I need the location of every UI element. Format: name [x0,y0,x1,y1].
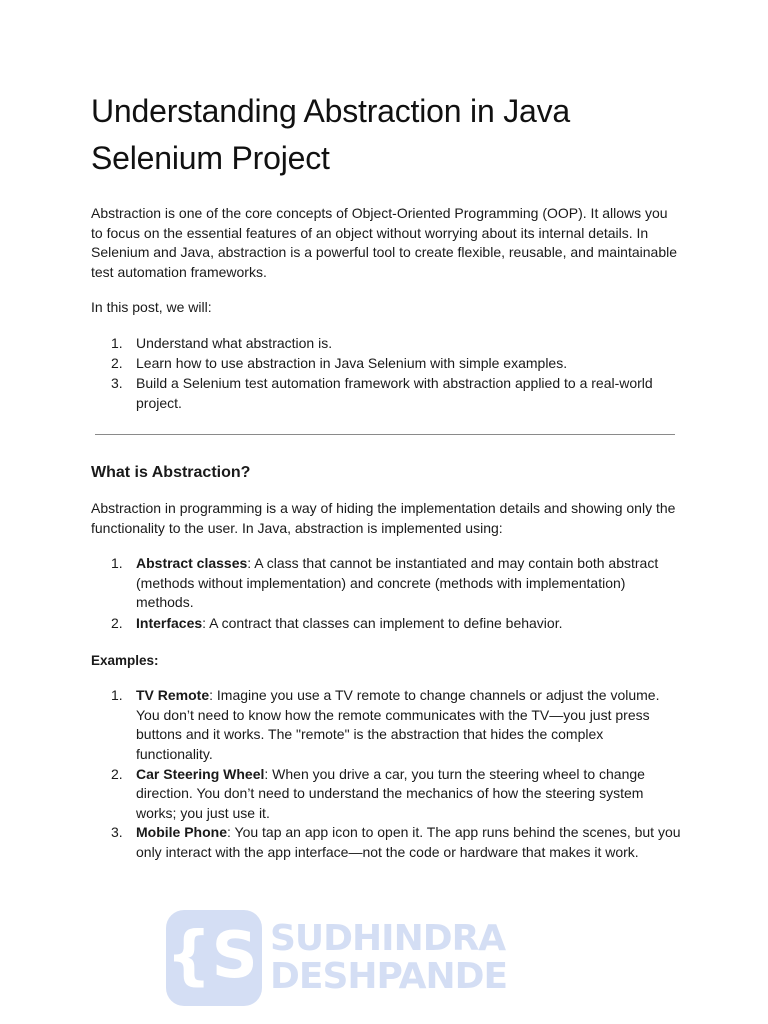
list-item: 1. TV Remote: Imagine you use a TV remote to change channels or adjust the volume. You don’t need to know how the remote communicates with the TV—you just press buttons and it works. The "remote" is the abstraction that hides the complex functionality. [111,687,660,762]
term: TV Remote [136,687,210,704]
document-page [91,88,681,860]
list-item: 3. Build a Selenium test automation framework with abstraction applied to a real-world project. [111,375,653,411]
brand-name-line1: SUDHINDRA [270,918,506,959]
list-item: 1. Abstract classes: A class that cannot be instantiated and may contain both abstract (methods without implementation) and concrete (methods with implementation) methods. [111,555,659,611]
list-item: 2. Interfaces: A contract that classes can implement to define behavior. [111,614,563,631]
abstraction-section [91,499,681,863]
in-this-post-text: In this post, we will: [91,299,212,316]
page-title: Understanding Abstraction in Java Selenium Project [91,93,571,176]
examples-label: Examples: [91,652,159,668]
intro-paragraph: Abstraction is one of the core concepts of Object-Oriented Programming (OOP). It allows you to focus on the essential features of an object without worrying about its internal details. In Selenium and Java, abstraction is a powerful tool to create flexible, reusable, and maintainable test automation frameworks. [91,205,678,280]
watermark-logo [166,906,508,1006]
term: Car Steering Wheel [136,765,265,782]
section-divider [95,434,675,435]
list-item: 2. Car Steering Wheel: When you drive a car, you turn the steering wheel to change direction. You don’t need to understand the mechanics of how the steering system works; you just use it. [111,765,645,821]
list-item: 1. Understand what abstraction is. [111,334,333,351]
list-item: 2. Learn how to use abstraction in Java Selenium with simple examples. [111,355,568,372]
brand-name-line2: DESHPANDE [270,956,508,997]
brand-logo-glyph: {S} [166,919,304,993]
examples-list [91,686,681,862]
list-item: 3. Mobile Phone: You tap an app icon to open it. The app runs behind the scenes, but you only interact with the app interface—not the code or hardware that makes it work. [111,824,681,860]
section-lead-paragraph: Abstraction in programming is a way of hiding the implementation details and showing only the functionality to the user. In Java, abstraction is implemented using: [91,500,676,536]
term: Abstract classes [136,555,248,572]
term: Interfaces [136,614,203,631]
brand-name [270,920,507,996]
term: Mobile Phone [136,824,227,841]
mechanisms-list [91,554,681,633]
section-heading: What is Abstraction? [91,464,251,481]
goals-list [91,334,681,413]
